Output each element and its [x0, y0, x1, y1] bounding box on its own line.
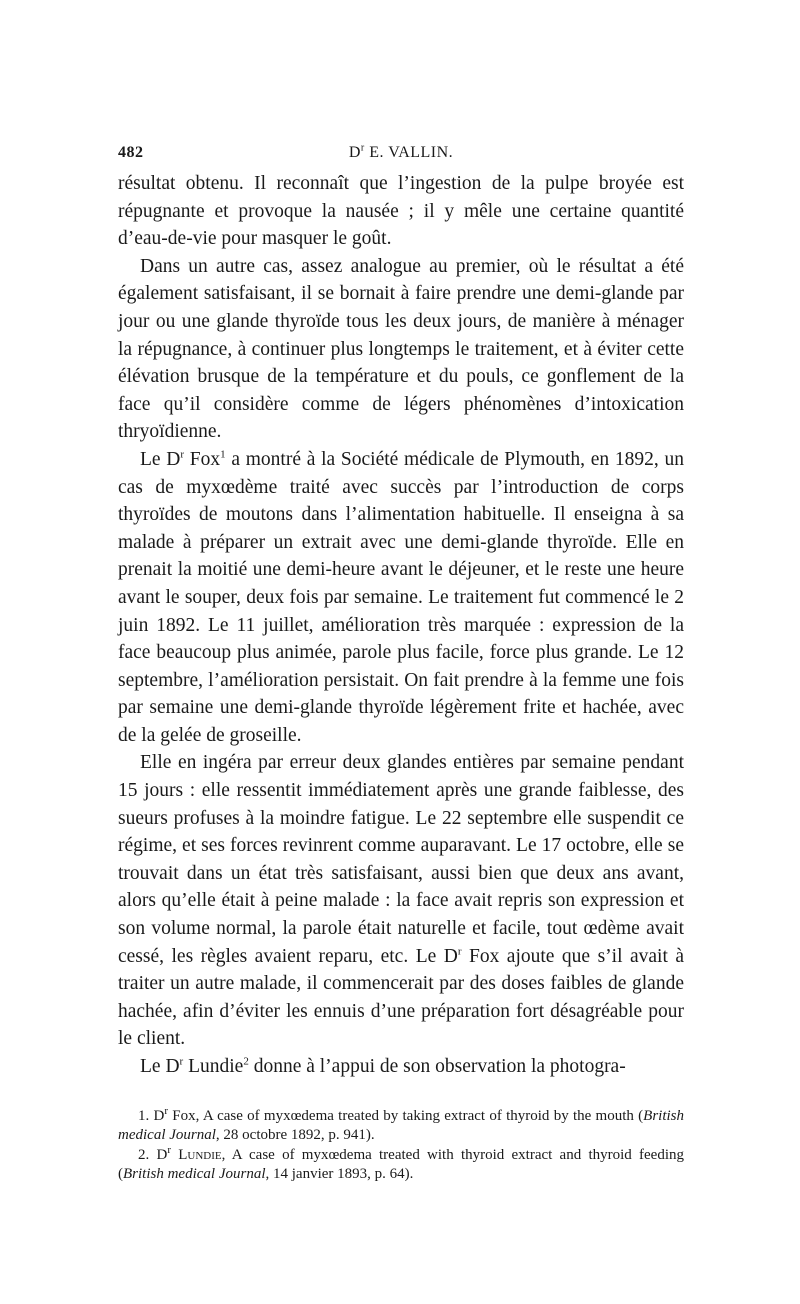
author-prefix: D [348, 144, 361, 161]
running-title [118, 144, 684, 162]
running-head [118, 140, 684, 170]
footnote-2-text-b: , 14 janvier 1893, p. 64). [265, 1166, 414, 1183]
paragraph-4-text-a: Elle en ingéra par erreur deux glandes entières par semaine pendant 15 jours : elle ressentit immédiatement après une grande faiblesse, des sueurs profuses à la moindre fatigue. Le 22 septembre elle suspendit ce régime, et ses forces revinrent comme auparavant. Le 17 octobre, elle se trouvait dans un état très satisfaisant, aussi bien que deux ans avant, alors qu’elle était à peine malade : la face avait repris son expression et son volume normal, la parole était naturelle et facile, tout œdème avait cessé, les règles avaient reparu, etc. Le D [118, 752, 684, 967]
footnote-ref-2: 2 [243, 1055, 249, 1068]
author-name: E. VALLIN. [364, 144, 454, 161]
footnote-2-sup: r [167, 1143, 171, 1156]
footnote-2-text-a: , A case of myxœdema treated with thyroid extract and thyroid feeding ( [118, 1146, 684, 1183]
paragraph-3-sup-a: r [180, 448, 185, 461]
footnote-2 [118, 1143, 684, 1185]
paragraph-3 [118, 446, 684, 750]
footnote-1-sup: r [164, 1104, 169, 1117]
paragraph-5-sup-a: r [179, 1055, 184, 1068]
footnote-1 [118, 1104, 684, 1146]
footnote-ref-1: 1 [220, 448, 226, 461]
paragraph-3-text-a: Le D [140, 448, 181, 470]
footnotes [118, 1104, 684, 1185]
paragraph-4-text-b: Fox ajoute que s’il avait à traiter un autre malade, il commencerait par des doses faibles de glande hachée, afin d’éviter les ennuis d’une préparation fort désagréable pour le client. [118, 945, 684, 1050]
book-page [118, 140, 684, 1185]
footnote-2-number: 2. D [138, 1146, 168, 1163]
paragraph-5-text-c: donne à l’appui de son observation la photogra- [248, 1056, 626, 1077]
author-sup: r [360, 142, 365, 154]
footnote-2-journal: British medical Journal [123, 1166, 266, 1183]
footnote-1-text-a: Fox, A case of myxœdema treated by taking extract of thyroid by the mouth ( [168, 1107, 644, 1124]
paragraph-4 [118, 749, 684, 1053]
paragraph-5 [118, 1053, 684, 1081]
paragraph-5-text-a: Le D [140, 1056, 180, 1077]
paragraph-3-text-c: a montré à la Société médicale de Plymouth, en 1892, un cas de myxœdème traité avec succès par l’introduction de corps thyroïdes de moutons dans l’alimentation habituelle. Il enseigna à sa malade à préparer un extrait avec une demi-glande thyroïde. Elle en prenait la moitié une demi-heure avant le déjeuner, et le reste une heure avant le souper, deux fois par semaine. Le traitement fut commencé le 2 juin 1892. Le 11 juillet, amélioration très marquée : expression de la face beaucoup plus animée, parole plus facile, force plus grande. Le 12 septembre, l’amélioration persistait. On fait prendre à la femme une fois par semaine une demi-glande thyroïde légèrement frite et hachée, avec de la gelée de groseille. [118, 448, 684, 746]
paragraph-4-sup-a: r [457, 945, 462, 958]
body-text [118, 170, 684, 1081]
footnote-2-name: Lundie [171, 1146, 222, 1163]
footnote-1-number: 1. D [138, 1107, 165, 1124]
paragraph-1: résultat obtenu. Il reconnaît que l’ingestion de la pulpe broyée est répugnante et provoque la nausée ; il y mêle une certaine quantité d’eau-de-vie pour masquer le goût. [118, 173, 684, 250]
footnote-1-text-b: , 28 octobre 1892, p. 941). [215, 1127, 375, 1144]
paragraph-5-text-b: Lundie [183, 1056, 244, 1077]
footnote-1-journal: British medical Journal [118, 1107, 684, 1144]
paragraph-2: Dans un autre cas, assez analogue au premier, où le résultat a été également satisfaisant, il se bornait à faire prendre une demi-glande par jour ou une glande thyroïde tous les deux jours, de manière à ménager la répugnance, à continuer plus longtemps le traitement, et à éviter cette élévation brusque de la température et du pouls, ce gonflement de la face qu’il considère comme de légers phénomènes d’intoxication thryoïdienne. [118, 255, 684, 443]
paragraph-3-text-b: Fox [184, 448, 221, 470]
page-number: 482 [118, 144, 144, 161]
